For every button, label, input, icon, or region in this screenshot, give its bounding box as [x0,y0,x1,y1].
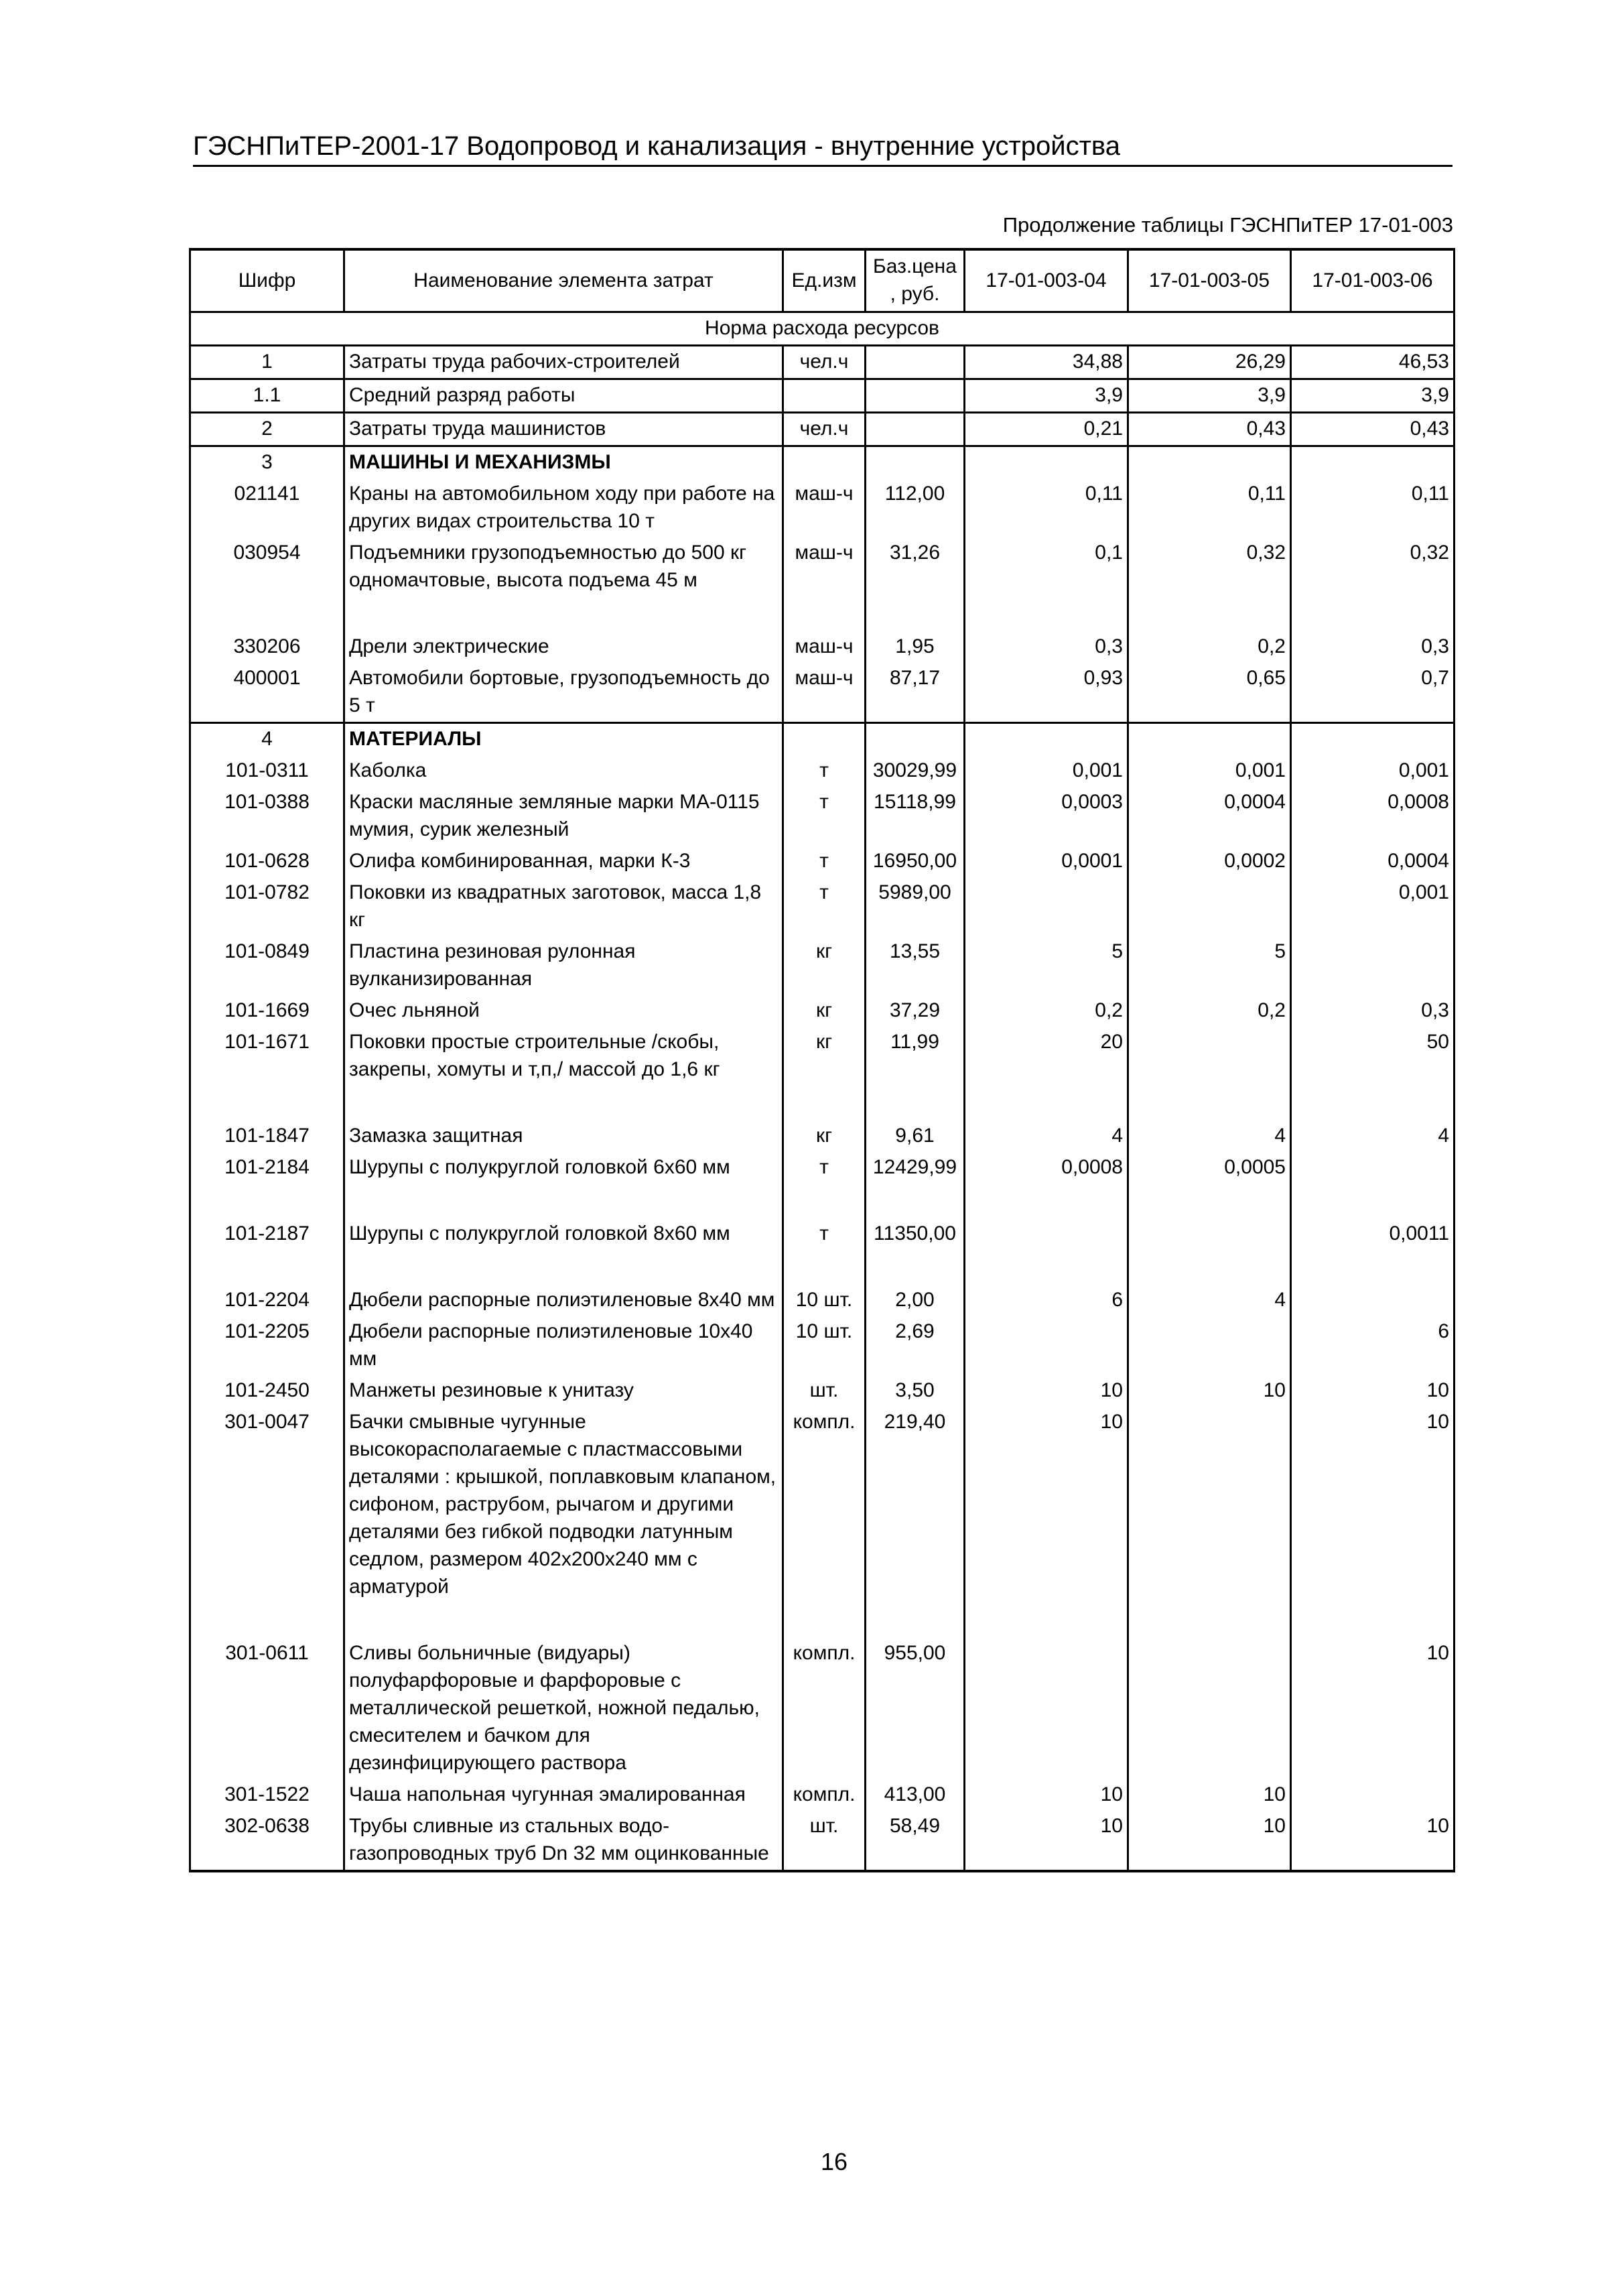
row-name: Сливы больничные (видуары) полуфарфоровые и фарфоровые с металлической решеткой, ножной педалью, смесителем и бачком для дезинфицирующего раствора [344,1638,783,1779]
row-unit: маш-ч [783,663,866,723]
row-value-17-01-003-05: 3,9 [1128,379,1291,413]
row-name: Чаша напольная чугунная эмалированная [344,1779,783,1811]
row-unit: 10 шт. [783,1316,866,1375]
spacer-cell [1291,1250,1455,1285]
table-row [190,379,1455,413]
row-value-17-01-003-04: 0,93 [965,663,1128,723]
row-value-17-01-003-06 [1291,1779,1455,1811]
spacer-cell [1128,596,1291,631]
spacer-cell [1291,1184,1455,1218]
row-value-17-01-003-05 [1128,1316,1291,1375]
row-name: МАШИНЫ И МЕХАНИЗМЫ [344,446,783,479]
row-code: 301-0611 [190,1638,344,1779]
row-unit: компл. [783,1638,866,1779]
row-value-17-01-003-05: 0,32 [1128,537,1291,596]
row-price: 112,00 [866,479,965,537]
column-header-code: Шифр [190,249,344,312]
row-value-17-01-003-06: 0,0004 [1291,846,1455,877]
spacer-cell [344,1086,783,1121]
spacer-cell [965,1603,1128,1638]
table-row [190,995,1455,1027]
row-value-17-01-003-04: 10 [965,1375,1128,1407]
row-value-17-01-003-06 [1291,936,1455,995]
row-value-17-01-003-06: 0,43 [1291,413,1455,446]
row-price [866,379,965,413]
row-price: 9,61 [866,1121,965,1152]
row-price [866,413,965,446]
row-value-17-01-003-04 [965,446,1128,479]
table-row [190,1375,1455,1407]
norm-label-row [190,312,1455,346]
row-price: 11,99 [866,1027,965,1086]
row-value-17-01-003-06: 0,0008 [1291,787,1455,846]
row-price: 87,17 [866,663,965,723]
row-code: 101-1847 [190,1121,344,1152]
column-header-17-01-003-04: 17-01-003-04 [965,249,1128,312]
row-price: 13,55 [866,936,965,995]
row-unit: шт. [783,1375,866,1407]
table-row [190,537,1455,596]
row-value-17-01-003-05 [1128,877,1291,936]
table-row [190,755,1455,787]
row-value-17-01-003-05: 0,11 [1128,479,1291,537]
row-value-17-01-003-05: 0,001 [1128,755,1291,787]
row-value-17-01-003-06: 0,001 [1291,755,1455,787]
row-unit: маш-ч [783,537,866,596]
row-spacer [190,1086,1455,1121]
row-price: 12429,99 [866,1152,965,1184]
row-value-17-01-003-06: 0,7 [1291,663,1455,723]
row-value-17-01-003-05: 0,0002 [1128,846,1291,877]
spacer-cell [190,596,344,631]
row-price: 413,00 [866,1779,965,1811]
row-name: Средний разряд работы [344,379,783,413]
row-value-17-01-003-06: 0,3 [1291,631,1455,663]
column-header-name: Наименование элемента затрат [344,249,783,312]
row-code: 2 [190,413,344,446]
row-code: 1 [190,346,344,379]
row-value-17-01-003-05: 4 [1128,1285,1291,1316]
spacer-cell [783,1603,866,1638]
spacer-cell [965,1184,1128,1218]
row-value-17-01-003-05: 10 [1128,1811,1291,1871]
row-unit: шт. [783,1811,866,1871]
spacer-cell [344,1603,783,1638]
table-row [190,1316,1455,1375]
row-value-17-01-003-06: 10 [1291,1811,1455,1871]
row-code: 021141 [190,479,344,537]
spacer-cell [190,1086,344,1121]
row-price: 5989,00 [866,877,965,936]
row-value-17-01-003-04: 0,11 [965,479,1128,537]
table-row [190,936,1455,995]
row-value-17-01-003-05: 5 [1128,936,1291,995]
table-row [190,1779,1455,1811]
row-unit: компл. [783,1407,866,1603]
row-price [866,446,965,479]
spacer-cell [1291,1086,1455,1121]
table-body [190,346,1455,1872]
table-row [190,413,1455,446]
row-price: 30029,99 [866,755,965,787]
row-code: 400001 [190,663,344,723]
row-unit: т [783,755,866,787]
row-value-17-01-003-06 [1291,1152,1455,1184]
row-code: 030954 [190,537,344,596]
row-code: 3 [190,446,344,479]
row-value-17-01-003-06: 50 [1291,1027,1455,1086]
row-value-17-01-003-06 [1291,723,1455,756]
row-value-17-01-003-04 [965,1218,1128,1250]
row-name: Шурупы с полукруглой головкой 8х60 мм [344,1218,783,1250]
row-value-17-01-003-05 [1128,1638,1291,1779]
table-row [190,1152,1455,1184]
row-value-17-01-003-04 [965,1638,1128,1779]
row-value-17-01-003-04: 10 [965,1811,1128,1871]
row-name: Бачки смывные чугунные высокорасполагаемые с пластмассовыми деталями : крышкой, поплавковым клапаном, сифоном, раструбом, рычагом и другими деталями без гибкой подводки латунным седлом, размером 402х200х240 мм с арматурой [344,1407,783,1603]
row-name: Краны на автомобильном ходу при работе на других видах строительства 10 т [344,479,783,537]
row-value-17-01-003-04: 0,001 [965,755,1128,787]
row-unit: 10 шт. [783,1285,866,1316]
row-value-17-01-003-06: 10 [1291,1638,1455,1779]
row-code: 101-2187 [190,1218,344,1250]
row-name: Трубы сливные из стальных водо-газопроводных труб Dn 32 мм оцинкованные [344,1811,783,1871]
table-header-row [190,249,1455,312]
row-code: 101-0628 [190,846,344,877]
spacer-cell [1128,1250,1291,1285]
row-price: 1,95 [866,631,965,663]
row-name: Дрели электрические [344,631,783,663]
row-unit [783,379,866,413]
row-price: 16950,00 [866,846,965,877]
row-price: 2,69 [866,1316,965,1375]
row-name: Затраты труда машинистов [344,413,783,446]
row-value-17-01-003-05 [1128,1407,1291,1603]
row-code: 101-0782 [190,877,344,936]
row-spacer [190,596,1455,631]
row-value-17-01-003-04: 10 [965,1779,1128,1811]
spacer-cell [190,1250,344,1285]
row-unit [783,446,866,479]
row-value-17-01-003-05 [1128,1218,1291,1250]
row-value-17-01-003-06: 3,9 [1291,379,1455,413]
spacer-cell [866,1086,965,1121]
row-price [866,346,965,379]
spacer-cell [344,1250,783,1285]
row-price: 955,00 [866,1638,965,1779]
row-price: 219,40 [866,1407,965,1603]
row-value-17-01-003-04: 0,1 [965,537,1128,596]
row-value-17-01-003-06: 10 [1291,1407,1455,1603]
spacer-cell [866,596,965,631]
row-code: 101-1671 [190,1027,344,1086]
row-value-17-01-003-06: 0,11 [1291,479,1455,537]
row-name: МАТЕРИАЛЫ [344,723,783,756]
row-unit: компл. [783,1779,866,1811]
table-row [190,723,1455,756]
row-name: Подъемники грузоподъемностью до 500 кг одномачтовые, высота подъема 45 м [344,537,783,596]
table-row [190,846,1455,877]
row-name: Затраты труда рабочих-строителей [344,346,783,379]
table-row [190,1811,1455,1871]
row-price: 3,50 [866,1375,965,1407]
row-value-17-01-003-04: 5 [965,936,1128,995]
row-name: Краски масляные земляные марки МА-0115 мумия, сурик железный [344,787,783,846]
norm-label: Норма расхода ресурсов [190,312,1455,346]
spacer-cell [1291,1603,1455,1638]
row-code: 4 [190,723,344,756]
row-price: 2,00 [866,1285,965,1316]
row-price: 58,49 [866,1811,965,1871]
row-value-17-01-003-06: 46,53 [1291,346,1455,379]
table-row [190,346,1455,379]
row-unit: кг [783,1027,866,1086]
row-name: Автомобили бортовые, грузоподъемность до 5 т [344,663,783,723]
spacer-cell [344,596,783,631]
row-name: Олифа комбинированная, марки К-3 [344,846,783,877]
spacer-cell [965,596,1128,631]
spacer-cell [783,596,866,631]
row-unit: маш-ч [783,631,866,663]
row-value-17-01-003-05: 10 [1128,1779,1291,1811]
table-row [190,479,1455,537]
spacer-cell [866,1184,965,1218]
row-value-17-01-003-05 [1128,1027,1291,1086]
row-code: 301-1522 [190,1779,344,1811]
row-unit: т [783,1152,866,1184]
spacer-cell [1128,1184,1291,1218]
row-value-17-01-003-06: 0,001 [1291,877,1455,936]
row-code: 101-2184 [190,1152,344,1184]
table-row [190,1027,1455,1086]
row-value-17-01-003-05: 0,43 [1128,413,1291,446]
table-row [190,787,1455,846]
row-value-17-01-003-05: 4 [1128,1121,1291,1152]
row-value-17-01-003-04: 0,0008 [965,1152,1128,1184]
row-name: Пластина резиновая рулонная вулканизированная [344,936,783,995]
row-code: 101-1669 [190,995,344,1027]
row-value-17-01-003-05: 0,0004 [1128,787,1291,846]
row-value-17-01-003-04: 0,0001 [965,846,1128,877]
row-value-17-01-003-04: 0,21 [965,413,1128,446]
row-code: 330206 [190,631,344,663]
row-unit: кг [783,936,866,995]
row-price [866,723,965,756]
row-value-17-01-003-05: 0,2 [1128,631,1291,663]
spacer-cell [866,1250,965,1285]
row-value-17-01-003-05: 26,29 [1128,346,1291,379]
row-name: Замазка защитная [344,1121,783,1152]
table-row [190,1121,1455,1152]
row-value-17-01-003-05: 0,65 [1128,663,1291,723]
row-value-17-01-003-04: 34,88 [965,346,1128,379]
row-value-17-01-003-04: 20 [965,1027,1128,1086]
column-header-unit: Ед.изм [783,249,866,312]
row-unit: кг [783,995,866,1027]
row-value-17-01-003-06: 0,0011 [1291,1218,1455,1250]
row-name: Поковки простые строительные /скобы, закрепы, хомуты и т,п,/ массой до 1,6 кг [344,1027,783,1086]
row-name: Манжеты резиновые к унитазу [344,1375,783,1407]
row-price: 11350,00 [866,1218,965,1250]
row-value-17-01-003-04 [965,877,1128,936]
spacer-cell [866,1603,965,1638]
table-row [190,1218,1455,1250]
row-name: Шурупы с полукруглой головкой 6х60 мм [344,1152,783,1184]
row-value-17-01-003-05: 0,2 [1128,995,1291,1027]
row-value-17-01-003-06 [1291,1285,1455,1316]
row-value-17-01-003-04: 0,0003 [965,787,1128,846]
column-header-price: Баз.цена, руб. [866,249,965,312]
row-price: 37,29 [866,995,965,1027]
row-spacer [190,1603,1455,1638]
table-row [190,1407,1455,1603]
table-row [190,877,1455,936]
row-unit: т [783,846,866,877]
row-code: 101-2450 [190,1375,344,1407]
resource-table [189,248,1455,1872]
table-row [190,663,1455,723]
row-value-17-01-003-05: 0,0005 [1128,1152,1291,1184]
row-price: 15118,99 [866,787,965,846]
row-unit: кг [783,1121,866,1152]
column-header-17-01-003-05: 17-01-003-05 [1128,249,1291,312]
spacer-cell [190,1184,344,1218]
spacer-cell [190,1603,344,1638]
row-unit: т [783,877,866,936]
row-name: Поковки из квадратных заготовок, масса 1,8 кг [344,877,783,936]
spacer-cell [965,1250,1128,1285]
row-value-17-01-003-04: 6 [965,1285,1128,1316]
spacer-cell [344,1184,783,1218]
row-value-17-01-003-06: 10 [1291,1375,1455,1407]
row-value-17-01-003-06: 0,3 [1291,995,1455,1027]
row-spacer [190,1250,1455,1285]
page-header [193,127,1452,167]
row-price: 31,26 [866,537,965,596]
row-value-17-01-003-05 [1128,723,1291,756]
spacer-cell [783,1250,866,1285]
table-row [190,1285,1455,1316]
row-code: 101-2204 [190,1285,344,1316]
row-code: 1.1 [190,379,344,413]
row-spacer [190,1184,1455,1218]
row-name: Очес льняной [344,995,783,1027]
row-value-17-01-003-04: 4 [965,1121,1128,1152]
row-value-17-01-003-04 [965,723,1128,756]
row-name: Дюбели распорные полиэтиленовые 10х40 мм [344,1316,783,1375]
row-unit: чел.ч [783,413,866,446]
row-value-17-01-003-06: 6 [1291,1316,1455,1375]
page-header-title: ГЭСНПиТЕР-2001-17 Водопровод и канализация - внутренние устройства [193,131,1120,161]
row-code: 101-0388 [190,787,344,846]
row-unit [783,723,866,756]
row-code: 101-0849 [190,936,344,995]
spacer-cell [965,1086,1128,1121]
row-value-17-01-003-04: 0,2 [965,995,1128,1027]
table-continuation-caption: Продолжение таблицы ГЭСНПиТЕР 17-01-003 [1002,213,1453,237]
row-unit: т [783,1218,866,1250]
row-name: Каболка [344,755,783,787]
row-value-17-01-003-04: 10 [965,1407,1128,1603]
table-row [190,1638,1455,1779]
row-unit: чел.ч [783,346,866,379]
row-value-17-01-003-06: 4 [1291,1121,1455,1152]
spacer-cell [783,1086,866,1121]
row-value-17-01-003-04: 0,3 [965,631,1128,663]
spacer-cell [1128,1603,1291,1638]
row-value-17-01-003-04: 3,9 [965,379,1128,413]
spacer-cell [1291,596,1455,631]
row-value-17-01-003-05: 10 [1128,1375,1291,1407]
row-code: 101-0311 [190,755,344,787]
row-name: Дюбели распорные полиэтиленовые 8х40 мм [344,1285,783,1316]
row-value-17-01-003-06 [1291,446,1455,479]
spacer-cell [1128,1086,1291,1121]
spacer-cell [783,1184,866,1218]
column-header-17-01-003-06: 17-01-003-06 [1291,249,1455,312]
row-value-17-01-003-05 [1128,446,1291,479]
row-code: 302-0638 [190,1811,344,1871]
row-unit: т [783,787,866,846]
row-unit: маш-ч [783,479,866,537]
table-row [190,446,1455,479]
row-code: 301-0047 [190,1407,344,1603]
row-value-17-01-003-06: 0,32 [1291,537,1455,596]
page-number: 16 [821,2148,848,2175]
table-row [190,631,1455,663]
row-value-17-01-003-04 [965,1316,1128,1375]
row-code: 101-2205 [190,1316,344,1375]
